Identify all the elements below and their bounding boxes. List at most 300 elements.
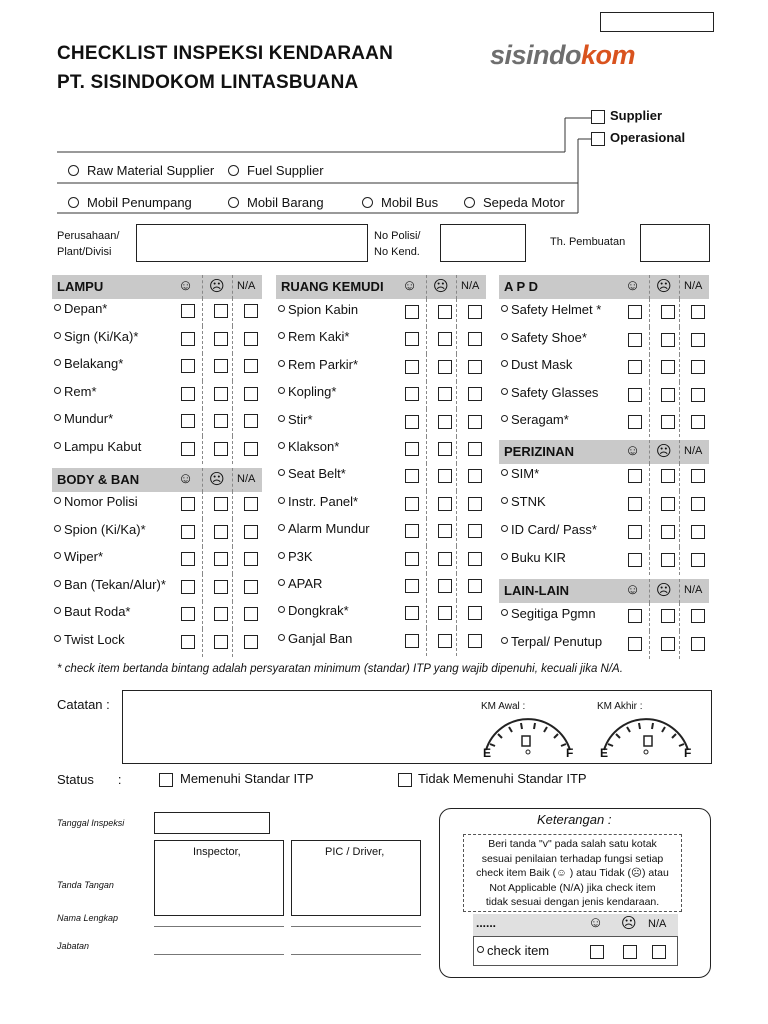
bad-checkbox[interactable] (661, 305, 675, 319)
bullet-icon (278, 497, 285, 504)
perusahaan-label-line2: Plant/Divisi (57, 246, 112, 258)
bullet-icon (54, 635, 61, 642)
bullet-icon (278, 469, 285, 476)
checklist-item (501, 606, 596, 621)
keterangan-text-line4: Not Applicable (N/A) jika check item (489, 881, 656, 894)
checklist-item-label: Rem Parkir* (288, 357, 359, 372)
good-checkbox[interactable] (628, 609, 642, 623)
column-divider (679, 579, 680, 603)
perusahaan-input[interactable] (136, 224, 368, 262)
km-akhir-label: KM Akhir : (597, 701, 643, 712)
checklist-item (278, 412, 313, 427)
checklist-item (54, 411, 113, 426)
bad-checkbox[interactable] (214, 332, 228, 346)
good-checkbox[interactable] (181, 525, 195, 539)
bullet-icon (278, 606, 285, 613)
bad-checkbox[interactable] (661, 553, 675, 567)
good-checkbox[interactable] (405, 579, 419, 593)
checklist-item-label: STNK (511, 494, 546, 509)
bad-checkbox[interactable] (661, 637, 675, 651)
good-checkbox[interactable] (405, 387, 419, 401)
option-label: Mobil Bus (381, 195, 439, 210)
status-memenuhi-checkbox[interactable] (159, 773, 173, 787)
checklist-item (278, 329, 349, 344)
good-checkbox[interactable] (628, 497, 642, 511)
na-checkbox[interactable] (244, 552, 258, 566)
bad-checkbox[interactable] (438, 497, 452, 511)
jabatan-pic-line[interactable] (291, 954, 421, 955)
keterangan-dots: ...... (476, 916, 497, 930)
na-checkbox[interactable] (244, 607, 258, 621)
na-checkbox[interactable] (468, 552, 482, 566)
bad-checkbox[interactable] (214, 635, 228, 649)
jabatan-inspector-line[interactable] (154, 954, 284, 955)
na-label: N/A (684, 445, 703, 457)
status-label-text: Status (57, 772, 94, 787)
column-divider (649, 603, 650, 631)
na-label: N/A (648, 918, 667, 930)
catatan-label: Catatan : (57, 697, 110, 712)
column-divider (426, 518, 427, 546)
good-checkbox[interactable] (405, 415, 419, 429)
column-divider (202, 408, 203, 436)
keterangan-text-line3: check item Baik (☺ ) atau Tidak (☹) atau (476, 867, 669, 879)
na-label: N/A (237, 280, 256, 292)
column-divider (649, 382, 650, 410)
column-divider (679, 299, 680, 327)
good-smile-icon: ☺ (402, 277, 418, 294)
example-bad-checkbox[interactable] (623, 945, 637, 959)
checklist-item (54, 494, 138, 509)
supplier-option-fuel[interactable] (228, 163, 324, 178)
checklist-item (54, 604, 131, 619)
bullet-icon (54, 552, 61, 559)
checklist-item (54, 549, 103, 564)
column-divider (456, 354, 457, 382)
checklist-item-label: Seat Belt* (288, 466, 346, 481)
good-checkbox[interactable] (181, 580, 195, 594)
operasional-option-mobil-bus[interactable] (362, 195, 438, 210)
column-divider (456, 546, 457, 574)
bad-checkbox[interactable] (661, 388, 675, 402)
operasional-label: Operasional (610, 130, 686, 145)
gauge-akhir-e: E (600, 746, 609, 760)
bullet-icon (278, 387, 285, 394)
good-checkbox[interactable] (181, 414, 195, 428)
checklist-item-label: Ban (Tekan/Alur)* (64, 577, 166, 592)
bullet-icon (54, 359, 61, 366)
column-divider (202, 353, 203, 381)
bullet-icon (278, 332, 285, 339)
operasional-option-mobil-barang[interactable] (228, 195, 324, 210)
bullet-icon (501, 360, 508, 367)
form-title-line2: PT. SISINDOKOM LINTASBUANA (57, 72, 359, 93)
bad-checkbox[interactable] (214, 552, 228, 566)
column-divider (679, 603, 680, 631)
column-divider (202, 491, 203, 519)
bad-checkbox[interactable] (214, 580, 228, 594)
option-label: Sepeda Motor (483, 195, 565, 210)
nama-inspector-line[interactable] (154, 926, 284, 927)
good-checkbox[interactable] (181, 332, 195, 346)
column-divider (679, 327, 680, 355)
option-label: Mobil Penumpang (87, 195, 192, 210)
keterangan-example-item (477, 943, 549, 958)
bullet-icon (501, 333, 508, 340)
na-checkbox[interactable] (468, 415, 482, 429)
checklist-item (501, 634, 602, 649)
good-checkbox[interactable] (405, 442, 419, 456)
na-checkbox[interactable] (691, 497, 705, 511)
na-checkbox[interactable] (244, 525, 258, 539)
bullet-icon (278, 360, 285, 367)
section-title: A P D (504, 279, 538, 294)
bad-checkbox[interactable] (438, 579, 452, 593)
column-divider (649, 547, 650, 575)
good-checkbox[interactable] (181, 607, 195, 621)
column-divider (426, 491, 427, 519)
bad-checkbox[interactable] (438, 634, 452, 648)
column-divider (426, 600, 427, 628)
operasional-checkbox[interactable] (591, 132, 605, 146)
bad-checkbox[interactable] (438, 469, 452, 483)
jabatan-label: Jabatan (57, 941, 90, 951)
column-divider (456, 409, 457, 437)
na-checkbox[interactable] (244, 414, 258, 428)
good-checkbox[interactable] (628, 525, 642, 539)
checklist-item-label: ID Card/ Pass* (511, 522, 597, 537)
column-divider (426, 573, 427, 601)
column-divider (679, 519, 680, 547)
good-smile-icon: ☺ (178, 277, 194, 294)
checklist-item (501, 494, 546, 509)
na-label: N/A (684, 584, 703, 596)
bullet-icon (501, 553, 508, 560)
good-checkbox[interactable] (628, 553, 642, 567)
checklist-item (54, 329, 138, 344)
bullet-icon (54, 607, 61, 614)
operasional-option-mobil-penumpang[interactable] (68, 195, 192, 210)
checklist-item (501, 550, 566, 565)
column-divider (456, 436, 457, 464)
bad-checkbox[interactable] (438, 606, 452, 620)
na-checkbox[interactable] (691, 388, 705, 402)
checklist-item-label: Dongkrak* (288, 603, 349, 618)
checklist-item-label: Rem Kaki* (288, 329, 350, 344)
na-checkbox[interactable] (691, 525, 705, 539)
bullet-icon (54, 387, 61, 394)
tanggal-inspeksi-input[interactable] (154, 812, 270, 834)
na-checkbox[interactable] (468, 634, 482, 648)
logo-text-part1: sisindo (490, 40, 582, 70)
column-divider (679, 491, 680, 519)
status-colon: : (117, 772, 122, 787)
bad-checkbox[interactable] (661, 415, 675, 429)
checklist-item (54, 439, 141, 454)
checklist-item-label: APAR (288, 576, 323, 591)
na-checkbox[interactable] (468, 469, 482, 483)
column-divider (679, 631, 680, 659)
supplier-option-raw-material[interactable] (68, 163, 214, 178)
column-divider (426, 409, 427, 437)
bad-checkbox[interactable] (438, 442, 452, 456)
example-na-checkbox[interactable] (652, 945, 666, 959)
column-divider (649, 519, 650, 547)
bad-checkbox[interactable] (214, 414, 228, 428)
checklist-item-label: Sign (Ki/Ka)* (64, 329, 139, 344)
checklist-item-label: Instr. Panel* (288, 494, 359, 509)
good-checkbox[interactable] (405, 606, 419, 620)
bullet-icon (501, 415, 508, 422)
polisi-input[interactable] (440, 224, 526, 262)
good-checkbox[interactable] (628, 415, 642, 429)
checklist-item-label: Baut Roda* (64, 604, 131, 619)
na-checkbox[interactable] (468, 360, 482, 374)
checklist-item-label: Terpal/ Penutup (511, 634, 603, 649)
status-label (57, 772, 121, 787)
bad-checkbox[interactable] (214, 387, 228, 401)
na-checkbox[interactable] (691, 415, 705, 429)
na-checkbox[interactable] (244, 580, 258, 594)
checklist-item-label: Safety Shoe* (511, 330, 587, 345)
supplier-label: Supplier (610, 108, 663, 123)
column-divider (679, 354, 680, 382)
bad-checkbox[interactable] (661, 333, 675, 347)
bad-checkbox[interactable] (438, 387, 452, 401)
column-divider (649, 491, 650, 519)
checklist-item (278, 384, 336, 399)
column-divider (426, 546, 427, 574)
column-divider (456, 600, 457, 628)
na-checkbox[interactable] (468, 606, 482, 620)
column-divider (232, 275, 233, 299)
bullet-icon (54, 332, 61, 339)
bad-frown-icon: ☹ (209, 278, 225, 295)
status-tidak-memenuhi-checkbox[interactable] (398, 773, 412, 787)
column-divider (456, 275, 457, 299)
example-good-checkbox[interactable] (590, 945, 604, 959)
footnote: * check item bertanda bintang adalah persyaratan minimum (standar) ITP yang wajib dipenuhi, kecuali jika N/A. (57, 663, 623, 675)
column-divider (426, 354, 427, 382)
na-checkbox[interactable] (691, 609, 705, 623)
bullet-icon (278, 524, 285, 531)
bad-frown-icon: ☹ (656, 278, 672, 295)
checklist-item (278, 494, 358, 509)
checklist-item-label: Rem* (64, 384, 97, 399)
checklist-item (278, 357, 358, 372)
checklist-item (278, 466, 346, 481)
checklist-item (501, 412, 569, 427)
na-checkbox[interactable] (244, 387, 258, 401)
keterangan-text-line1: Beri tanda "v" pada salah satu kotak (488, 838, 657, 850)
good-smile-icon: ☺ (625, 442, 641, 459)
checklist-item-label: Depan* (64, 301, 108, 316)
section-header-body-ban (52, 468, 262, 492)
na-checkbox[interactable] (244, 359, 258, 373)
good-smile-icon: ☺ (178, 470, 194, 487)
good-checkbox[interactable] (405, 524, 419, 538)
bullet-icon (501, 609, 508, 616)
tanda-tangan-label: Tanda Tangan (57, 880, 114, 890)
column-divider (456, 299, 457, 327)
bad-checkbox[interactable] (661, 469, 675, 483)
keterangan-text-line5: tidak sesuai dengan jenis kendaraan. (485, 896, 660, 908)
bad-checkbox[interactable] (438, 552, 452, 566)
checklist-item-label: P3K (288, 549, 313, 564)
column-divider (202, 574, 203, 602)
good-checkbox[interactable] (405, 305, 419, 319)
good-checkbox[interactable] (181, 304, 195, 318)
good-checkbox[interactable] (181, 442, 195, 456)
column-divider (232, 436, 233, 464)
option-label: Raw Material Supplier (87, 163, 215, 178)
bullet-icon (501, 637, 508, 644)
column-divider (232, 326, 233, 354)
column-divider (202, 629, 203, 657)
section-title: RUANG KEMUDI (281, 279, 384, 294)
column-divider (649, 275, 650, 299)
good-smile-icon: ☺ (625, 581, 641, 598)
bad-frown-icon: ☹ (656, 582, 672, 599)
na-checkbox[interactable] (244, 635, 258, 649)
na-checkbox[interactable] (691, 637, 705, 651)
na-checkbox[interactable] (691, 469, 705, 483)
column-divider (456, 628, 457, 656)
good-checkbox[interactable] (181, 359, 195, 373)
na-checkbox[interactable] (468, 305, 482, 319)
checklist-item-label: Seragam* (511, 412, 569, 427)
checklist-item (54, 301, 107, 316)
na-checkbox[interactable] (691, 360, 705, 374)
nama-pic-line[interactable] (291, 926, 421, 927)
bad-checkbox[interactable] (438, 524, 452, 538)
good-checkbox[interactable] (181, 387, 195, 401)
checklist-item-label: Nomor Polisi (64, 494, 138, 509)
option-label: Mobil Barang (247, 195, 324, 210)
bullet-icon (278, 442, 285, 449)
column-divider (649, 579, 650, 603)
column-divider (426, 299, 427, 327)
bullet-icon (501, 497, 508, 504)
bad-checkbox[interactable] (214, 497, 228, 511)
good-checkbox[interactable] (628, 305, 642, 319)
fuel-gauge-akhir-icon (596, 714, 696, 760)
good-checkbox[interactable] (181, 552, 195, 566)
column-divider (679, 440, 680, 464)
bad-checkbox[interactable] (661, 609, 675, 623)
column-divider (456, 326, 457, 354)
bad-checkbox[interactable] (661, 497, 675, 511)
na-checkbox[interactable] (691, 333, 705, 347)
bullet-icon (501, 305, 508, 312)
bad-checkbox[interactable] (438, 360, 452, 374)
na-checkbox[interactable] (468, 387, 482, 401)
bullet-icon (54, 580, 61, 587)
na-checkbox[interactable] (468, 497, 482, 511)
keterangan-example-item-label: check item (487, 943, 550, 958)
na-checkbox[interactable] (244, 497, 258, 511)
checklist-item-label: Kopling* (288, 384, 337, 399)
bad-checkbox[interactable] (214, 359, 228, 373)
na-checkbox[interactable] (468, 332, 482, 346)
bad-checkbox[interactable] (438, 415, 452, 429)
supplier-checkbox[interactable] (591, 110, 605, 124)
column-divider (679, 463, 680, 491)
good-checkbox[interactable] (181, 635, 195, 649)
bullet-icon (278, 634, 285, 641)
na-checkbox[interactable] (244, 332, 258, 346)
good-checkbox[interactable] (405, 469, 419, 483)
fuel-gauge-awal-icon (478, 714, 578, 760)
checklist-item-label: Belakang* (64, 356, 124, 371)
tahun-input[interactable] (640, 224, 710, 262)
bullet-icon (278, 579, 285, 586)
good-checkbox[interactable] (405, 497, 419, 511)
good-checkbox[interactable] (405, 634, 419, 648)
good-checkbox[interactable] (628, 388, 642, 402)
good-checkbox[interactable] (405, 552, 419, 566)
checklist-item-label: Lampu Kabut (64, 439, 142, 454)
good-checkbox[interactable] (628, 360, 642, 374)
na-checkbox[interactable] (691, 553, 705, 567)
bullet-icon (278, 552, 285, 559)
keterangan-text-line2: sesuai penilaian terhadap fungsi setiap (481, 852, 664, 865)
good-checkbox[interactable] (628, 469, 642, 483)
column-divider (202, 298, 203, 326)
section-header-ruang-kemudi (276, 275, 486, 299)
bullet-icon (477, 946, 484, 953)
checklist-item-label: Safety Helmet * (511, 302, 602, 317)
bad-checkbox[interactable] (438, 305, 452, 319)
na-checkbox[interactable] (468, 524, 482, 538)
bullet-icon (54, 497, 61, 504)
bad-checkbox[interactable] (214, 607, 228, 621)
column-divider (649, 354, 650, 382)
column-divider (426, 463, 427, 491)
na-checkbox[interactable] (244, 304, 258, 318)
good-checkbox[interactable] (628, 637, 642, 651)
bad-frown-icon: ☹ (621, 915, 637, 932)
bad-checkbox[interactable] (214, 442, 228, 456)
na-checkbox[interactable] (244, 442, 258, 456)
bad-checkbox[interactable] (214, 304, 228, 318)
bad-frown-icon: ☹ (656, 443, 672, 460)
na-checkbox[interactable] (468, 579, 482, 593)
good-checkbox[interactable] (628, 333, 642, 347)
na-checkbox[interactable] (468, 442, 482, 456)
bad-checkbox[interactable] (214, 525, 228, 539)
section-title: PERIZINAN (504, 444, 575, 459)
good-checkbox[interactable] (181, 497, 195, 511)
column-divider (426, 326, 427, 354)
operasional-option-sepeda-motor[interactable] (464, 195, 565, 210)
checklist-item (278, 549, 313, 564)
column-divider (679, 547, 680, 575)
gauge-akhir-f: F (684, 746, 692, 760)
bad-checkbox[interactable] (661, 360, 675, 374)
column-divider (426, 381, 427, 409)
bad-checkbox[interactable] (661, 525, 675, 539)
radio-icon (68, 197, 79, 208)
km-awal-label: KM Awal : (481, 701, 526, 712)
checklist-item (278, 302, 358, 317)
good-smile-icon: ☺ (588, 914, 604, 931)
good-checkbox[interactable] (405, 360, 419, 374)
checklist-item (501, 522, 597, 537)
bad-checkbox[interactable] (438, 332, 452, 346)
na-checkbox[interactable] (691, 305, 705, 319)
good-checkbox[interactable] (405, 332, 419, 346)
